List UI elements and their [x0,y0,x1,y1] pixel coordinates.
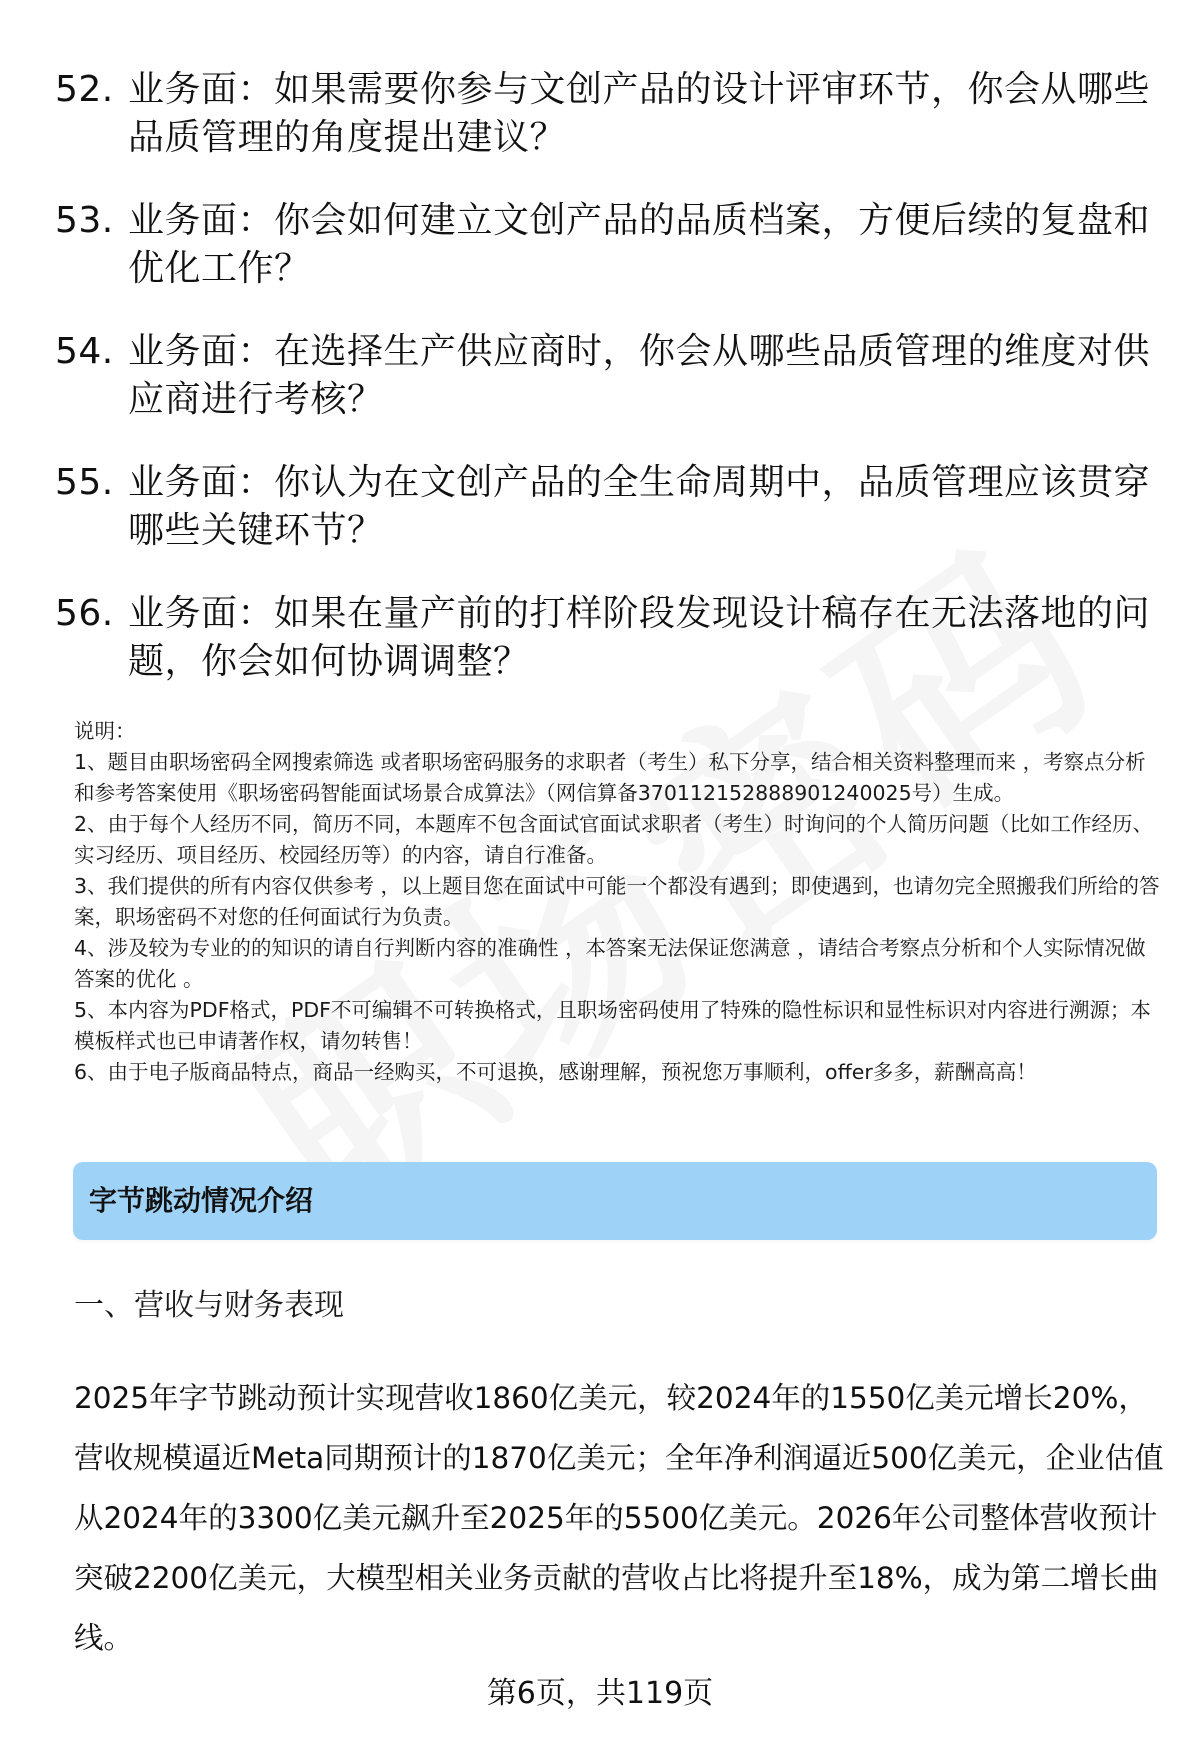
question-number: 53. [55,200,114,241]
note-item: 4、涉及较为专业的的知识的请自行判断内容的准确性 ，本答案无法保证您满意 ，请结合考察点分析和个人实际情况做答案的优化 。 [74,936,1146,991]
note-item: 3、我们提供的所有内容仅供参考 ，以上题目您在面试中可能一个都没有遇到；即使遇到，也请勿完全照搬我们所给的答案，职场密码不对您的任何面试行为负责。 [74,874,1160,929]
section-header [73,1162,1157,1240]
question-number: 52. [55,69,114,110]
question-text: 业务面：在选择生产供应商时，你会从哪些品质管理的维度对供应商进行考核？ [128,331,1151,420]
notes-title: 说明： [74,719,136,743]
question-item [0,66,1200,162]
note-item: 5、本内容为PDF格式，PDF不可编辑不可转换格式，且职场密码使用了特殊的隐性标识和显性标识对内容进行溯源；本模板样式也已申请著作权，请勿转售！ [74,998,1151,1053]
question-item [0,590,1200,686]
question-text: 业务面：如果在量产前的打样阶段发现设计稿存在无法落地的问题，你会如何协调调整？ [128,593,1151,682]
section-title: 字节跳动情况介绍 [89,1184,314,1217]
question-list [0,66,1200,721]
question-text: 业务面：你会如何建立文创产品的品质档案，方便后续的复盘和优化工作？ [128,200,1151,289]
question-text: 业务面：你认为在文创产品的全生命周期中，品质管理应该贯穿哪些关键环节？ [128,462,1151,551]
question-number: 54. [55,331,114,372]
question-item [0,197,1200,293]
notes-block [74,716,1160,1088]
question-item [0,328,1200,424]
note-item: 2、由于每个人经历不同，简历不同，本题库不包含面试官面试求职者（考生）时询问的个人简历问题（比如工作经历、实习经历、项目经历、校园经历等）的内容，请自行准备。 [74,812,1154,867]
section-subheading: 一、营收与财务表现 [74,1288,344,1323]
section-paragraph: 2025年字节跳动预计实现营收1860亿美元，较2024年的1550亿美元增长20%，营收规模逼近Meta同期预计的1870亿美元；全年净利润逼近500亿美元，企业估值从2024年的3300亿美元飙升至2025年的5500亿美元。2026年公司整体营收预计突破2200亿美元，大模型相关业务贡献的营收占比将提升至18%，成为第二增长曲线。 [74,1381,1164,1655]
page-indicator: 第6页，共119页 [486,1676,714,1711]
question-number: 55. [55,462,114,503]
question-text: 业务面：如果需要你参与文创产品的设计评审环节，你会从哪些品质管理的角度提出建议？ [128,69,1151,158]
question-item [0,459,1200,555]
note-item: 6、由于电子版商品特点，商品一经购买，不可退换，感谢理解，预祝您万事顺利，offer多多，薪酬高高！ [74,1060,1037,1084]
question-number: 56. [55,593,114,634]
note-item: 1、题目由职场密码全网搜索筛选 或者职场密码服务的求职者（考生）私下分享，结合相关资料整理而来 ，考察点分析和参考答案使用《职场密码智能面试场景合成算法》（网信算备370112152888901240025号）生成。 [74,750,1146,805]
